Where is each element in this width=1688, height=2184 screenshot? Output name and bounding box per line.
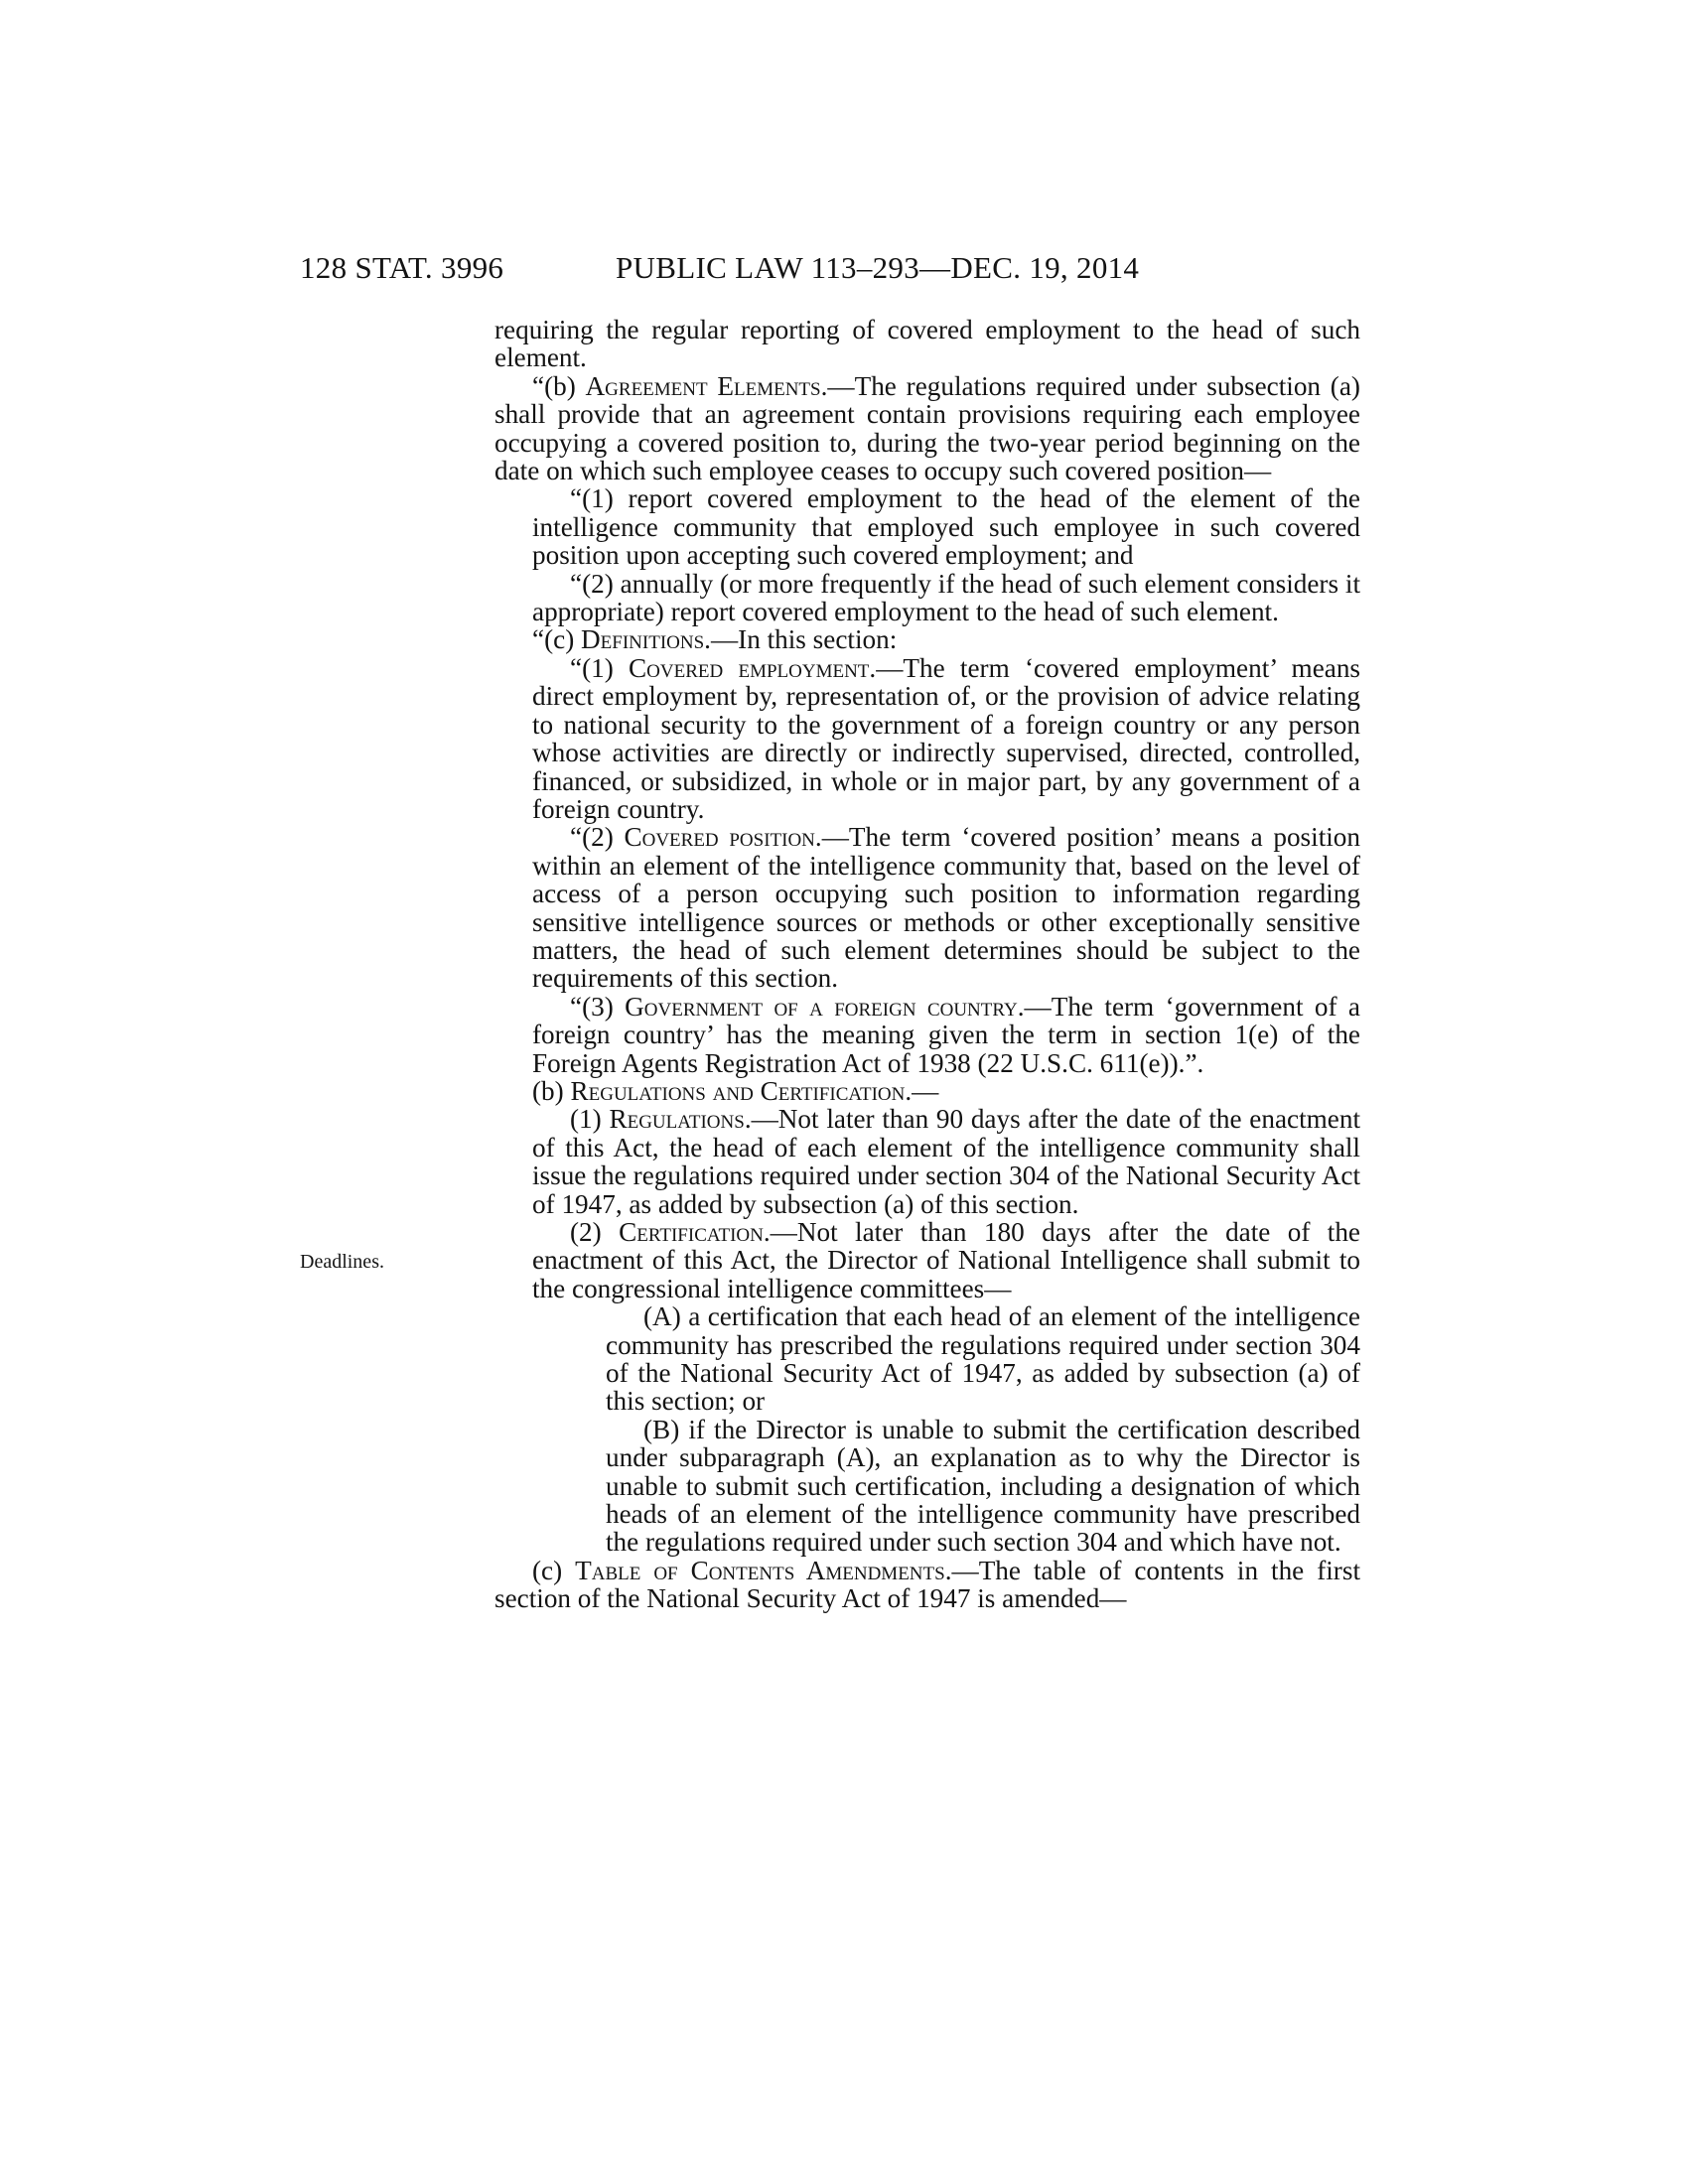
paragraph-text: .—Not later than 90 days after the date of the enactment of this Act, the head of each element of the intelligence community shall issue the regulations required under section 304 of the National Security Act of 1947, as added by subsection (a) of this section. (532, 1104, 1360, 1219)
paragraph-text: (B) if the Director is unable to submit the certification described under subparagraph (A), an explanation as to why the Director is unable to submit such certification, including a designation of which heads of an element of the intelligence community have prescribed the regulations required under such section 304 and which have not. (606, 1414, 1360, 1558)
page-stat-citation: 128 STAT. 3996 (300, 250, 504, 285)
section-heading: Covered employment (629, 652, 870, 683)
paragraph-text: .—The term ‘government of a foreign country’ has the meaning given the term in section 1(e) of the Foreign Agents Registration Act of 1938 (22 U.S.C. 611(e)).”. (532, 991, 1360, 1078)
paragraph-text: “(1) report covered employment to the head of the element of the intelligence community that employed such employee in such covered position upon accepting such covered employment; and (532, 483, 1360, 571)
statute-text (494, 316, 1360, 1613)
paragraph (494, 316, 1360, 372)
paragraph-2 (494, 570, 1360, 626)
paragraph-text: “(c) (532, 624, 582, 655)
subsection-regulations-and-certification (494, 1077, 1360, 1105)
paragraph-text: .—Not later than 180 days after the date of the enactment of this Act, the Director of National Intelligence shall submit to the congressional intelligence committees— (532, 1217, 1360, 1303)
section-heading: Government of a foreign country (625, 991, 1018, 1022)
subsection-b (494, 372, 1360, 485)
subparagraph-a (494, 1302, 1360, 1416)
paragraph-text: (2) (570, 1217, 620, 1247)
paragraph-text: (c) (532, 1555, 576, 1585)
subparagraph-b (494, 1416, 1360, 1557)
subsection-c (494, 625, 1360, 653)
paragraph-text: .—The table of contents in the first section of the National Security Act of 1947 is amended— (494, 1555, 1360, 1614)
paragraph-text: “(b) (532, 370, 586, 401)
subsection-table-of-contents-amendments (494, 1557, 1360, 1613)
section-heading: Agreement Elements (585, 370, 821, 401)
paragraph-text: .—The term ‘covered position’ means a position within an element of the intelligence community that, based on the level of access of a person occupying such position to information regarding sensitive intelligence sources or methods or other exceptionally sensitive matters, the head of such element determines should be subject to the requirements of this section. (532, 822, 1360, 994)
paragraph-text: (1) (570, 1104, 610, 1135)
running-head: PUBLIC LAW 113–293—DEC. 19, 2014 (616, 250, 1140, 285)
section-heading: Definitions (581, 624, 705, 655)
paragraph-text: “(2) annually (or more frequently if the head of such element considers it appropriate) report covered employment to the head of such element. (532, 568, 1360, 627)
paragraph-text: (b) (532, 1075, 571, 1106)
paragraph-text: “(1) (570, 652, 630, 683)
paragraph-text: .—The regulations required under subsection (a) shall provide that an agreement contain provisions requiring each employee occupying a covered position to, during the two-year period beginning on the date on which such employee ceases to occupy such covered position— (494, 370, 1360, 486)
section-heading: Regulations and Certification (570, 1075, 906, 1106)
paragraph-text: .—In this section: (704, 624, 898, 655)
section-heading: Covered position (624, 822, 815, 853)
paragraph-text: “(3) (570, 991, 626, 1022)
section-heading: Table of Contents Amendments (575, 1555, 945, 1585)
definition-covered-position (494, 823, 1360, 992)
paragraph-text: requiring the regular reporting of covered employment to the head of such element. (494, 315, 1360, 373)
definition-covered-employment (494, 654, 1360, 823)
section-heading: Certification (619, 1217, 764, 1247)
paragraph-text: “(2) (570, 822, 625, 853)
paragraph-certification (494, 1218, 1360, 1302)
paragraph-text: .—The term ‘covered employment’ means direct employment by, representation of, or the provision of advice relating to national security to the government of a foreign country or any person whose activities are directly or indirectly supervised, directed, controlled, financed, or subsidized, in whole or in major part, by any government of a foreign country. (532, 652, 1360, 824)
paragraph-1 (494, 484, 1360, 569)
margin-note: Deadlines. (300, 1251, 384, 1273)
definition-government-of-foreign-country (494, 993, 1360, 1077)
paragraph-regulations (494, 1105, 1360, 1218)
paragraph-text: .— (905, 1075, 939, 1106)
paragraph-text: (A) a certification that each head of an element of the intelligence community has prescribed the regulations required under section 304 of the National Security Act of 1947, as added by subsection (a) of this section; or (606, 1301, 1360, 1417)
section-heading: Regulations (609, 1104, 745, 1135)
